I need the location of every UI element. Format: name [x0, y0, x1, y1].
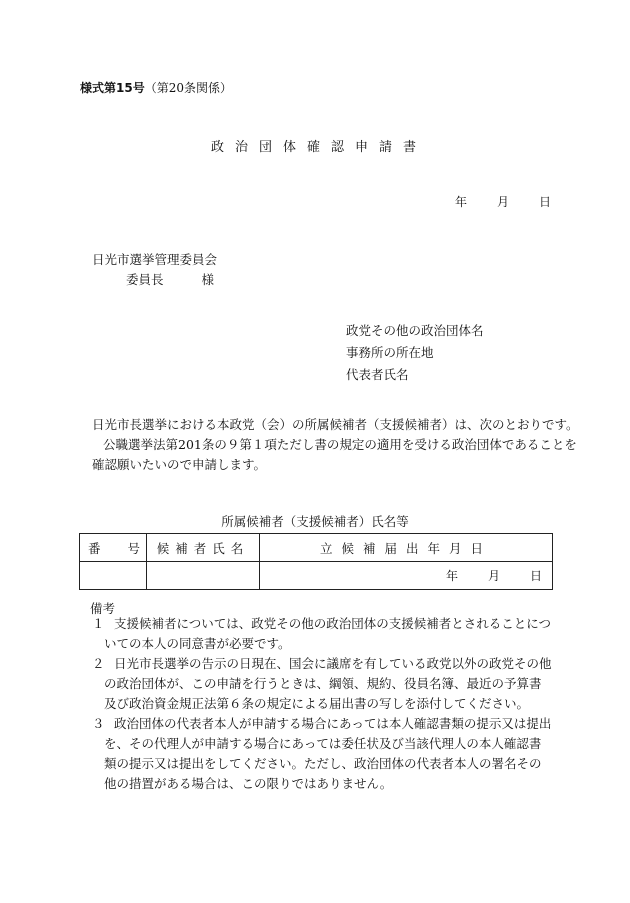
note-number: ３ — [92, 716, 105, 731]
note-item — [92, 614, 552, 654]
honorific: 様 — [201, 272, 215, 287]
addressee-chair — [126, 270, 214, 288]
note-number: １ — [92, 616, 105, 631]
note-text: 日光市長選挙の告示の日現在、国会に議席を有している政党以外の政党その他の政治団体が、この申請を行うときは、綱領、規約、役員名簿、最近の予算書及び政治資金規正法第６条の規定による届出書の写しを添付してください。 — [104, 656, 552, 711]
cell-filing-date[interactable] — [260, 562, 553, 590]
body-line-2: 公職選挙法第201条の９第１項ただし書の規定の適用を受ける政治団体であることを — [103, 437, 577, 452]
row-day-label: 日 — [529, 569, 542, 583]
note-text: 支援候補者については、政党その他の政治団体の支援候補者とされることについての本人の同意書が必要です。 — [104, 616, 552, 651]
date-year-label: 年 — [455, 195, 468, 209]
form-relation: （第20条関係） — [144, 81, 232, 95]
candidate-table — [79, 533, 553, 590]
chair-label: 委員長 — [126, 272, 164, 287]
header-number — [80, 534, 147, 562]
note-item — [92, 654, 552, 714]
row-month-label: 月 — [487, 569, 500, 583]
org-name-label: 政党その他の政治団体名 — [346, 323, 484, 338]
addressee-committee: 日光市選挙管理委員会 — [92, 252, 218, 267]
date-month-label: 月 — [497, 195, 510, 209]
header-number-a: 番 — [88, 540, 101, 556]
application-date — [455, 193, 551, 210]
table-row — [80, 562, 553, 590]
header-number-b: 号 — [127, 540, 140, 556]
notes-heading: 備考 — [90, 601, 116, 616]
header-candidate-name: 候補者氏名 — [147, 534, 260, 562]
cell-candidate-name[interactable] — [147, 562, 260, 590]
note-number: ２ — [92, 656, 105, 671]
table-header-row — [80, 534, 553, 562]
date-day-label: 日 — [539, 195, 552, 209]
office-address-label: 事務所の所在地 — [346, 345, 434, 360]
body-line-1: 日光市長選挙における本政党（会）の所属候補者（支援候補者）は、次のとおりです。 — [92, 417, 579, 432]
row-year-label: 年 — [445, 569, 458, 583]
header-filing-date: 立候補届出年月日 — [260, 534, 553, 562]
representative-label: 代表者氏名 — [346, 367, 409, 382]
body-line-3: 確認願いたいので申請します。 — [92, 457, 267, 472]
table-caption: 所属候補者（支援候補者）氏名等 — [221, 514, 409, 529]
cell-number[interactable] — [80, 562, 147, 590]
note-item — [92, 714, 552, 794]
page-title: 政治団体確認申請書 — [210, 140, 427, 155]
form-number — [80, 79, 232, 96]
form-number-label: 様式第15号 — [80, 81, 145, 95]
note-text: 政治団体の代表者本人が申請する場合にあっては本人確認書類の提示又は提出を、その代理人が申請する場合にあっては委任状及び当該代理人の本人確認書類の提示又は提出をしてください。ただし、政治団体の代表者本人の署名その他の措置がある場合は、この限りではありません。 — [104, 716, 552, 791]
